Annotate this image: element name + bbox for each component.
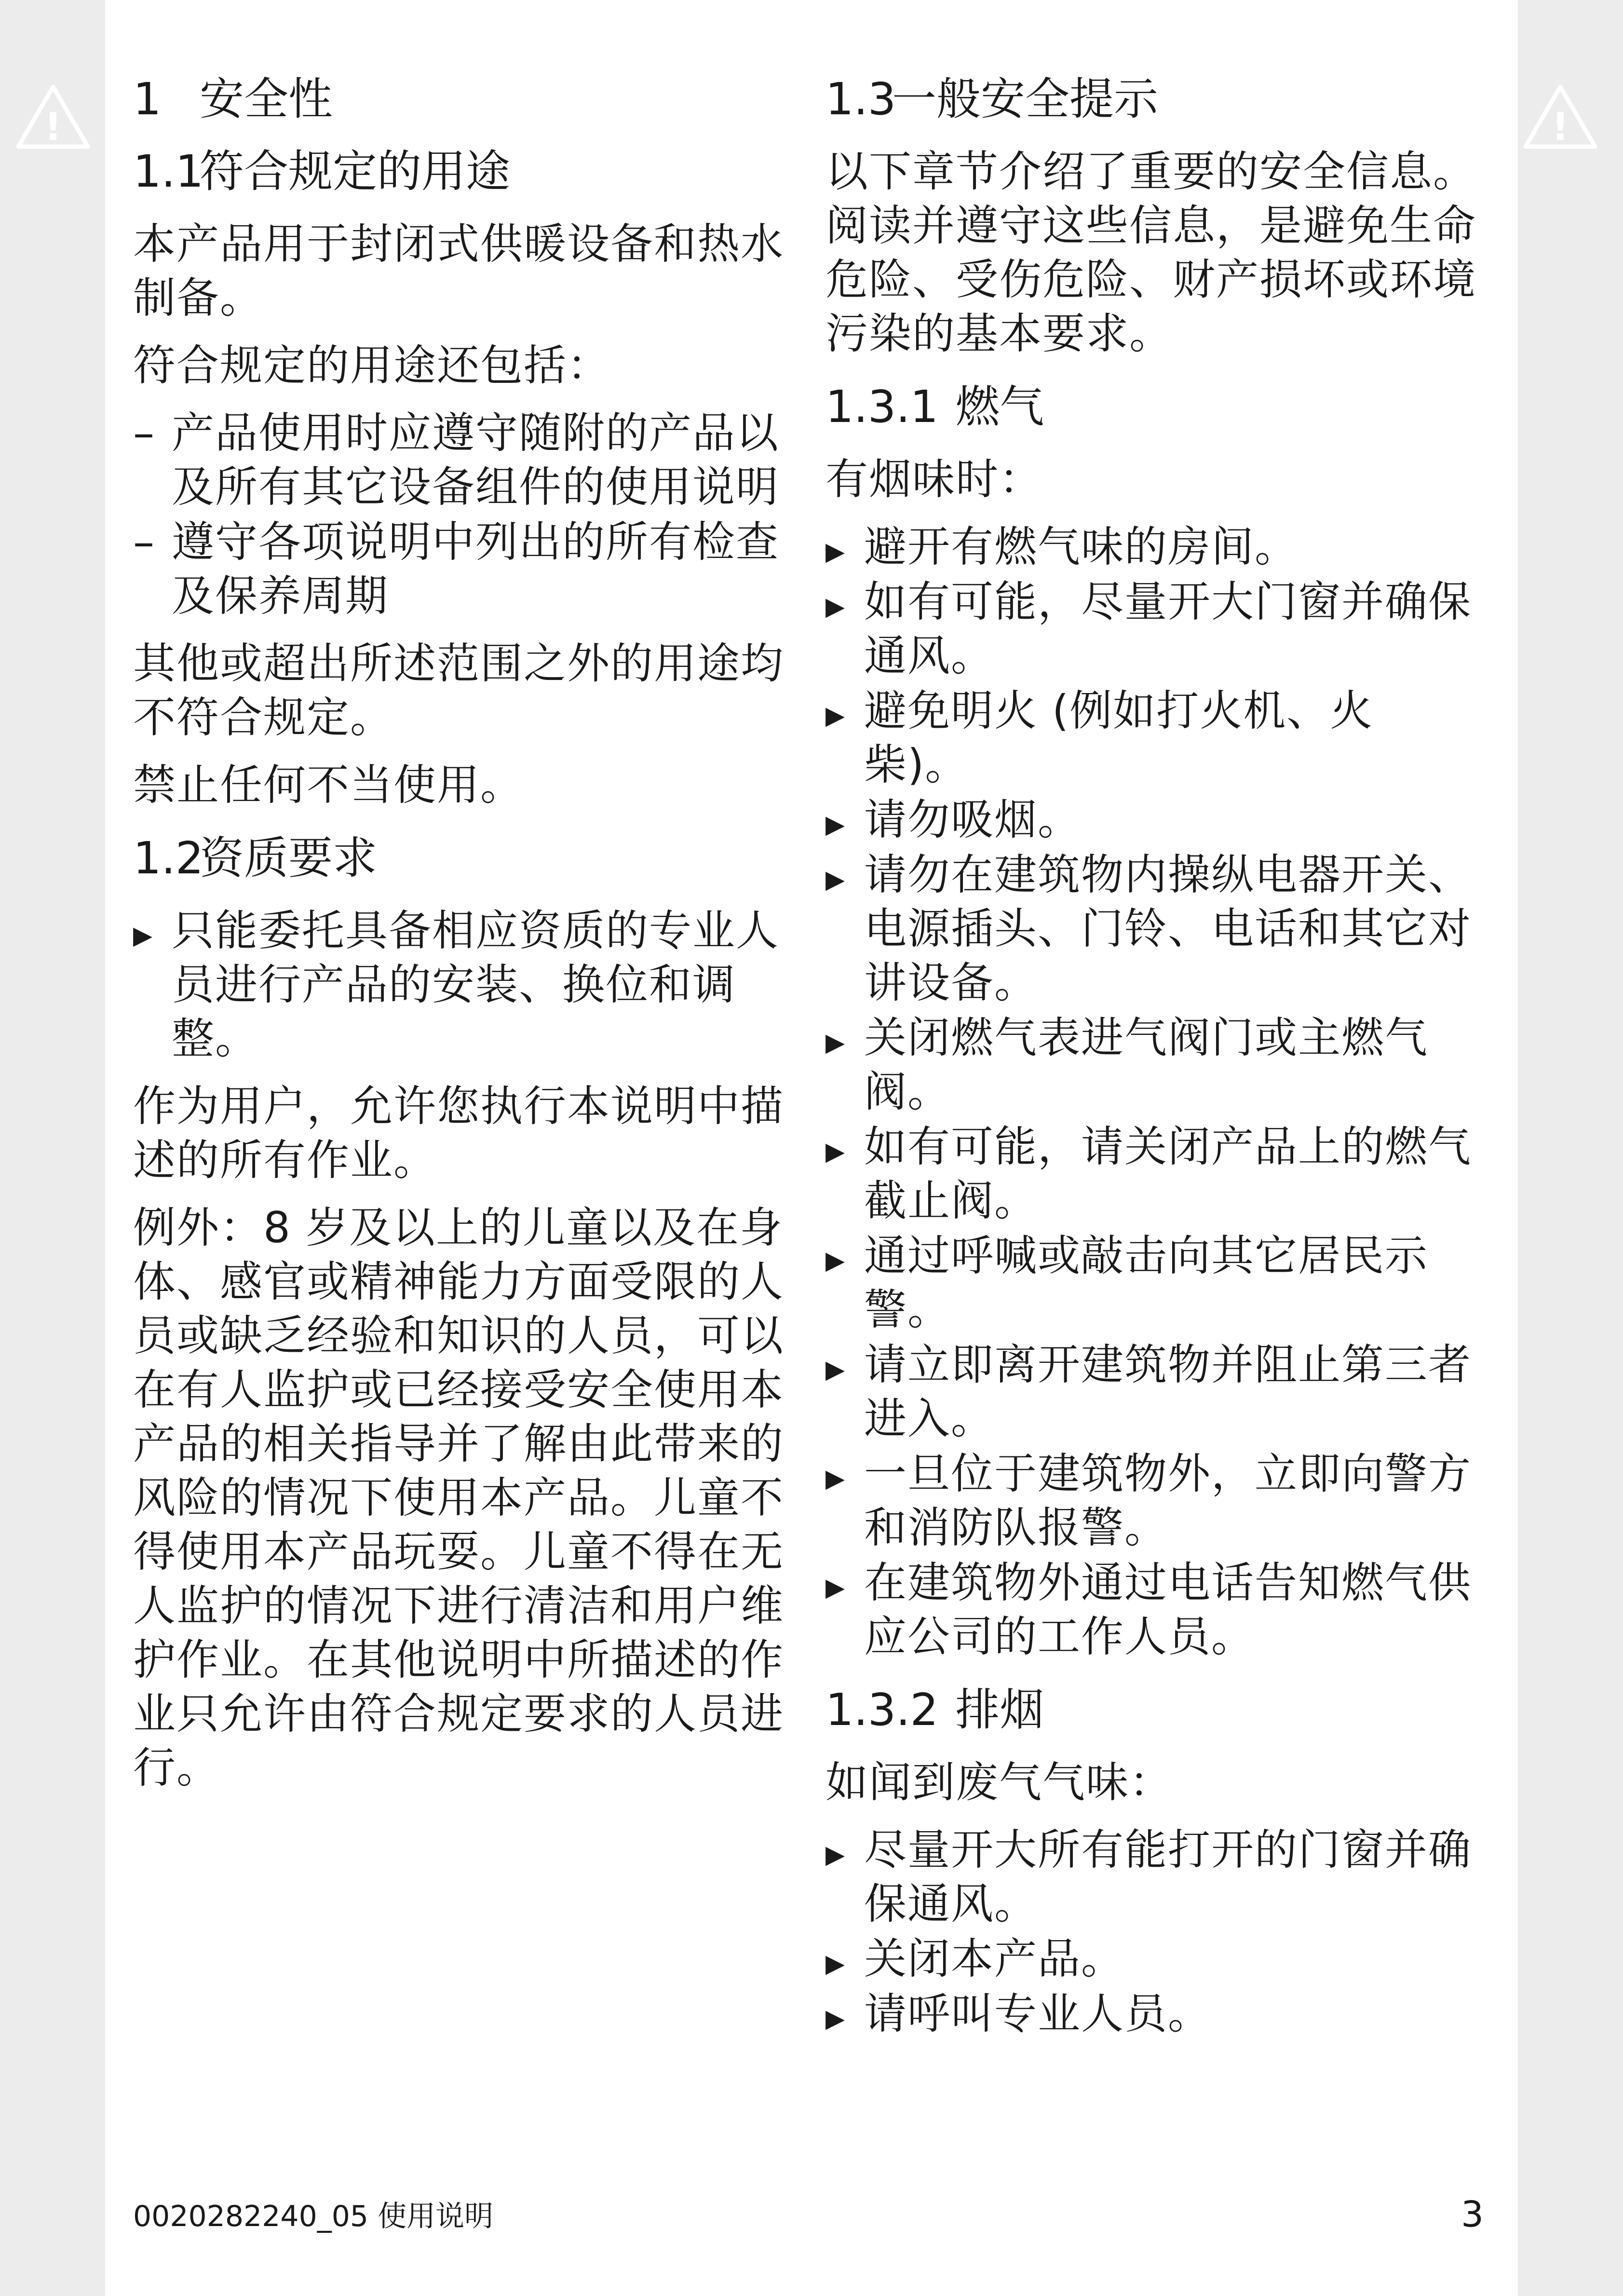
dash-marker: – bbox=[133, 517, 155, 567]
section-number: 1.3.2 bbox=[825, 1684, 939, 1736]
section-heading-1-2 bbox=[133, 831, 784, 885]
list-item-text: 请呼叫专业人员。 bbox=[864, 1989, 1212, 2038]
paragraph: 其他或超出所述范围之外的用途均不符合规定。 bbox=[133, 639, 784, 742]
list-item bbox=[825, 1120, 1476, 1228]
list-item-text: 请勿吸烟。 bbox=[864, 795, 1082, 844]
triangle-bullet-icon: ▶ bbox=[825, 865, 846, 894]
list-item bbox=[825, 793, 1476, 847]
triangle-bullet-icon: ▶ bbox=[825, 2004, 846, 2033]
triangle-bullet-icon: ▶ bbox=[825, 1464, 846, 1493]
left-margin-band bbox=[0, 0, 105, 2296]
list-item-text: 只能委托具备相应资质的专业人员进行产品的安装、换位和调整。 bbox=[172, 906, 780, 1063]
triangle-bullet-icon: ▶ bbox=[825, 1355, 846, 1384]
list-item bbox=[133, 515, 784, 623]
list-item bbox=[825, 1229, 1476, 1337]
triangle-bullet-icon: ▶ bbox=[825, 1840, 846, 1869]
list-item-text: 避开有燃气味的房间。 bbox=[864, 522, 1298, 571]
list-item bbox=[825, 520, 1476, 574]
list-item bbox=[825, 1556, 1476, 1664]
triangle-bullet-icon: ▶ bbox=[133, 921, 153, 950]
section-heading-1-1 bbox=[133, 145, 784, 199]
right-column bbox=[825, 72, 1476, 2054]
warning-glyph: ! bbox=[1552, 106, 1569, 149]
paragraph: 例外：8 岁及以上的儿童以及在身体、感官或精神能力方面受限的人员或缺乏经验和知识的人员，可以在有人监护或已经接受安全使用本产品的相关指导并了解由此带来的风险的情况下使用本产品。儿童不得使用本产品玩耍。儿童不得在无人监护的情况下进行清洁和用户维护作业。在其他说明中所描述的作业只允许由符合规定要求的人员进行。 bbox=[133, 1203, 784, 1793]
section-title: 排烟 bbox=[955, 1684, 1044, 1736]
paragraph: 如闻到废气气味： bbox=[825, 1757, 1173, 1807]
list-item bbox=[825, 1338, 1476, 1446]
triangle-bullet-icon: ▶ bbox=[825, 701, 846, 730]
list-item-text: 尽量开大所有能打开的门窗并确保通风。 bbox=[864, 1825, 1472, 1929]
section-title: 符合规定的用途 bbox=[200, 146, 511, 197]
page-number: 3 bbox=[1461, 2194, 1484, 2235]
right-margin-band bbox=[1518, 0, 1623, 2296]
list-item-text: 产品使用时应遵守随附的产品以及所有其它设备组件的使用说明 bbox=[172, 408, 780, 512]
triangle-bullet-icon: ▶ bbox=[825, 537, 846, 566]
list-item-text: 请勿在建筑物内操纵电器开关、电源插头、门铃、电话和其它对讲设备。 bbox=[864, 850, 1472, 1007]
list-item-text: 关闭本产品。 bbox=[864, 1934, 1125, 1984]
paragraph: 本产品用于封闭式供暖设备和热水制备。 bbox=[133, 219, 784, 323]
section-heading-1-3-1 bbox=[825, 380, 1476, 434]
dash-marker: – bbox=[133, 408, 155, 458]
list-item-text: 如有可能，请关闭产品上的燃气截止阀。 bbox=[864, 1122, 1472, 1225]
list-item bbox=[825, 575, 1476, 683]
section-title: 安全性 bbox=[200, 73, 333, 125]
list-item bbox=[825, 1447, 1476, 1555]
triangle-bullet-icon: ▶ bbox=[825, 1573, 846, 1602]
list-item bbox=[133, 904, 784, 1066]
section-number: 1.2 bbox=[133, 832, 204, 884]
list-item-text: 一旦位于建筑物外，立即向警方和消防队报警。 bbox=[864, 1449, 1472, 1552]
list-item-text: 请立即离开建筑物并阻止第三者进入。 bbox=[864, 1340, 1472, 1443]
list-item-text: 通过呼喊或敲击向其它居民示警。 bbox=[864, 1231, 1429, 1334]
paragraph: 禁止任何不当使用。 bbox=[133, 760, 524, 810]
warning-triangle-icon bbox=[1522, 83, 1599, 150]
section-heading-1 bbox=[133, 72, 784, 126]
section-number: 1.3.1 bbox=[825, 381, 939, 433]
action-list bbox=[133, 904, 784, 1066]
section-title: 资质要求 bbox=[200, 832, 378, 884]
list-item bbox=[825, 1987, 1476, 2041]
action-list-flue-gas bbox=[825, 1823, 1476, 2041]
section-number: 1.1 bbox=[133, 146, 204, 197]
list-item-text: 遵守各项说明中列出的所有检查及保养周期 bbox=[172, 517, 780, 621]
triangle-bullet-icon: ▶ bbox=[825, 1246, 846, 1275]
list-item bbox=[133, 406, 784, 514]
triangle-bullet-icon: ▶ bbox=[825, 1137, 846, 1166]
list-item bbox=[825, 1932, 1476, 1986]
section-heading-1-3 bbox=[825, 72, 1476, 126]
section-title: 燃气 bbox=[955, 381, 1044, 433]
list-item-text: 避免明火 (例如打火机、火柴)。 bbox=[864, 686, 1374, 789]
warning-triangle-icon bbox=[14, 83, 92, 150]
list-item bbox=[825, 1011, 1476, 1119]
triangle-bullet-icon: ▶ bbox=[825, 1028, 846, 1057]
list-item-text: 如有可能，尽量开大门窗并确保通风。 bbox=[864, 577, 1472, 680]
paragraph: 作为用户，允许您执行本说明中描述的所有作业。 bbox=[133, 1081, 784, 1185]
section-number: 1.3 bbox=[825, 73, 896, 125]
triangle-bullet-icon: ▶ bbox=[825, 810, 846, 839]
dash-list bbox=[133, 406, 784, 623]
list-item bbox=[825, 1823, 1476, 1931]
section-number: 1 bbox=[133, 73, 162, 125]
footer-document-id: 0020282240_05 使用说明 bbox=[133, 2200, 494, 2233]
paragraph: 以下章节介绍了重要的安全信息。阅读并遵守这些信息，是避免生命危险、受伤危险、财产损坏或环境污染的基本要求。 bbox=[825, 147, 1477, 358]
left-column bbox=[133, 72, 784, 1808]
section-title: 一般安全提示 bbox=[892, 73, 1159, 125]
list-item-text: 在建筑物外通过电话告知燃气供应公司的工作人员。 bbox=[864, 1558, 1472, 1661]
action-list-gas bbox=[825, 520, 1476, 1664]
triangle-bullet-icon: ▶ bbox=[825, 592, 846, 621]
section-heading-1-3-2 bbox=[825, 1683, 1476, 1737]
triangle-bullet-icon: ▶ bbox=[825, 1949, 846, 1978]
warning-glyph: ! bbox=[44, 106, 62, 149]
list-item-text: 关闭燃气表进气阀门或主燃气阀。 bbox=[864, 1013, 1429, 1116]
list-item bbox=[825, 848, 1476, 1010]
paragraph: 符合规定的用途还包括： bbox=[133, 340, 611, 390]
list-item bbox=[825, 684, 1476, 792]
paragraph: 有烟味时： bbox=[825, 454, 1043, 504]
